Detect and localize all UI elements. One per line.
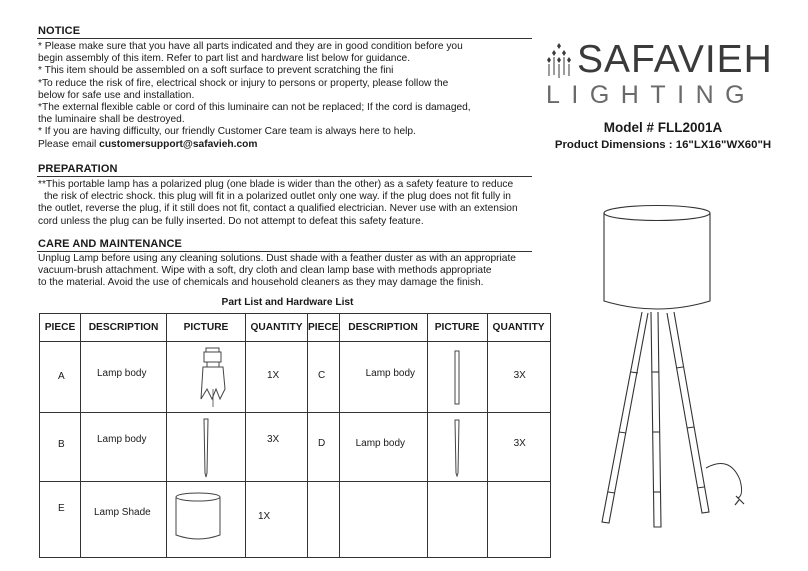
parts-table-header-row — [40, 314, 551, 342]
preparation-title: PREPARATION — [38, 163, 118, 175]
lamp-top-icon — [193, 347, 233, 407]
notice-divider — [37, 38, 532, 39]
piece-description: Lamp body — [355, 438, 406, 449]
support-email-link[interactable]: customersupport@safavieh.com — [99, 138, 258, 150]
notice-line: * If you are having difficulty, our friendly Customer Care team is always here to help. — [38, 126, 416, 138]
care-divider — [37, 251, 532, 252]
care-title: CARE AND MAINTENANCE — [38, 238, 182, 250]
notice-line: *To reduce the risk of fire, electrical shock or injury to persons or property, please follow the — [38, 77, 449, 89]
piece-letter: D — [318, 438, 326, 449]
preparation-divider — [37, 176, 532, 177]
piece-quantity: 3X — [513, 438, 526, 449]
parts-table-title: Part List and Hardware List — [221, 297, 354, 308]
notice-line: begin assembly of this item. Refer to part list and hardware list below for guidance. — [38, 53, 411, 65]
table-row — [40, 413, 551, 482]
lamp-shade-icon — [173, 491, 223, 543]
header-quantity: QUANTITY — [246, 314, 308, 342]
care-body — [38, 253, 516, 290]
model-number: Model # FLL2001A — [603, 120, 723, 135]
parts-table — [39, 313, 551, 558]
notice-line: * Please make sure that you have all parts indicated and they are in good condition before you — [38, 41, 463, 52]
piece-letter: C — [318, 370, 326, 381]
piece-quantity: 3X — [513, 370, 526, 381]
notice-email-prefix: Please email — [38, 138, 100, 150]
notice-body — [38, 41, 471, 151]
lamp-illustration — [592, 200, 762, 530]
piece-letter: E — [58, 503, 65, 514]
care-line: Unplug Lamp before using any cleaning solutions. Dust shade with a feather duster as with an appropriate — [38, 253, 516, 264]
leg-segment-icon — [452, 419, 462, 477]
notice-line: * This item should be assembled on a soft surface to prevent scratching the fini — [38, 65, 394, 77]
table-row — [40, 482, 551, 558]
preparation-line: the risk of electric shock. this plug will fit in a polarized outlet only one way. if the plug does not fit fully in — [44, 191, 511, 203]
preparation-line: the outlet, reverse the plug, if it still does not fit, contact a qualified electrician. Never use with an extension — [38, 203, 518, 215]
notice-email-line — [38, 139, 471, 151]
piece-description: Lamp Shade — [94, 507, 151, 518]
product-dimensions: Product Dimensions : 16"LX16"WX60"H — [554, 139, 772, 151]
table-row — [40, 342, 551, 413]
preparation-line: **This portable lamp has a polarized plug (one blade is wider than the other) as a safety feature to reduce — [38, 179, 514, 190]
piece-description: Lamp body — [365, 368, 416, 379]
preparation-line: cord unless the plug can be fully inserted. Do not attempt to defeat this safety feature. — [38, 215, 424, 227]
preparation-body — [38, 179, 518, 228]
brand-logo-icon — [544, 42, 574, 80]
header-description: DESCRIPTION — [81, 314, 167, 342]
care-line: to the material. Avoid the use of chemicals and household cleaners as they may damage the finish. — [38, 277, 484, 289]
leg-segment-icon — [201, 418, 211, 478]
notice-line: below for safe use and installation. — [38, 89, 195, 101]
piece-quantity: 1X — [258, 511, 271, 522]
piece-description: Lamp body — [97, 434, 147, 445]
piece-quantity: 3X — [267, 434, 280, 445]
piece-letter: B — [58, 439, 65, 450]
header-picture: PICTURE — [167, 314, 246, 342]
header-quantity: QUANTITY — [487, 314, 550, 342]
header-picture: PICTURE — [427, 314, 487, 342]
header-description: DESCRIPTION — [339, 314, 427, 342]
piece-description: Lamp body — [97, 368, 147, 379]
header-piece: PIECE — [308, 314, 340, 342]
notice-line: *The external flexible cable or cord of this luminaire can not be replaced; If the cord is damaged, — [38, 102, 471, 114]
leg-segment-icon — [452, 350, 462, 406]
care-line: vacuum-brush attachment. Wipe with a soft, dry cloth and clean lamp base with methods appropriate — [38, 265, 492, 277]
piece-letter: A — [58, 371, 65, 382]
brand-subtitle: LIGHTING — [546, 81, 757, 109]
notice-title: NOTICE — [38, 25, 81, 37]
piece-quantity: 1X — [267, 370, 280, 381]
notice-line: the luminaire shall be destroyed. — [38, 114, 185, 126]
header-piece: PIECE — [40, 314, 81, 342]
brand-name: SAFAVIEH — [577, 38, 773, 81]
